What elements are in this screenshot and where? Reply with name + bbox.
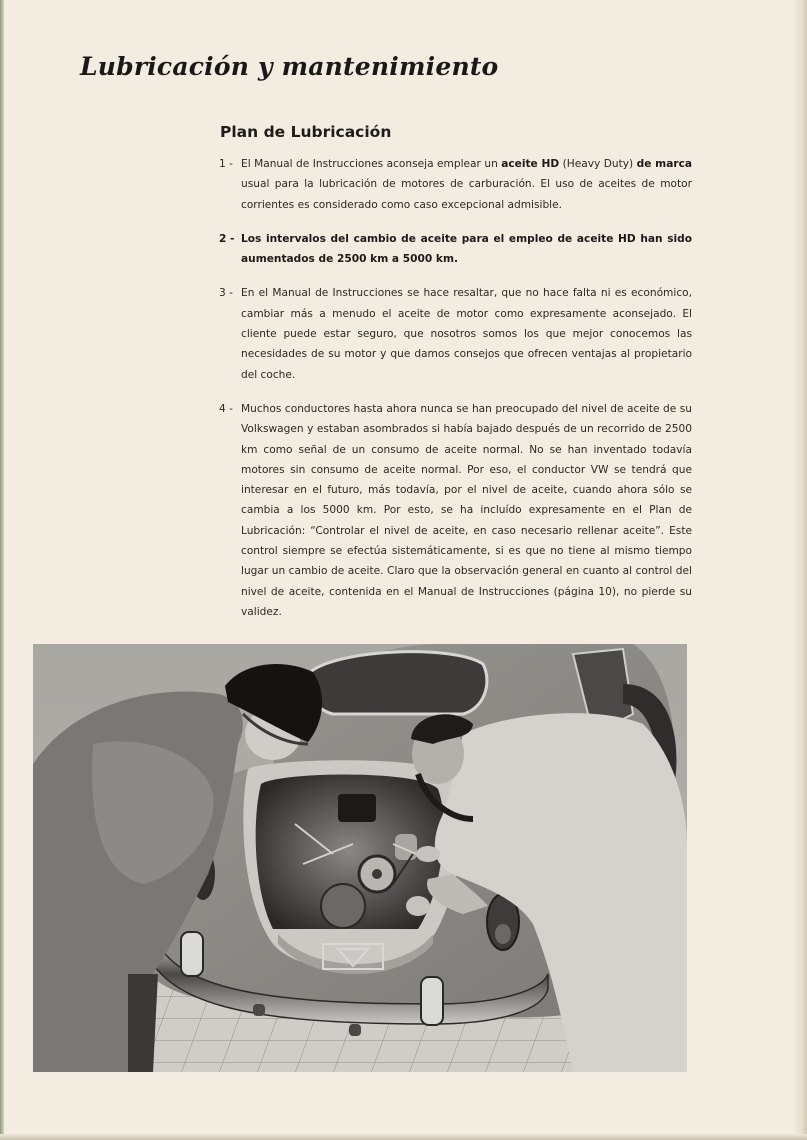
lubrication-plan-list xyxy=(219,154,692,622)
photo-exhaust-right xyxy=(349,1024,361,1036)
photo-rear-window xyxy=(306,652,487,714)
page-edge-right xyxy=(793,0,807,1140)
item-text: En el Manual de Instrucciones se hace resaltar, que no hace falta ni es económico, cambiar más a menudo el aceite de motor como expresamente aconsejado. El cliente puede estar seguro, que nosotros somos los que mejor conocemos las necesidades de su motor y que damos consejos que ofrecen ventajas al propietario del coche. xyxy=(241,287,692,381)
photo-crank-pulley xyxy=(321,884,365,928)
item-text: (Heavy Duty) xyxy=(559,158,637,170)
item-text: Los intervalos del cambio de aceite para el empleo de aceite HD han sido aumentados de 2500 km a 5000 km. xyxy=(241,232,692,266)
photo-tail-light-lens xyxy=(495,924,511,944)
photo-pulley-hub xyxy=(372,869,382,879)
list-number: 3 - xyxy=(219,287,233,300)
photo-air-filter xyxy=(338,794,376,822)
photo-bumper-guard-left xyxy=(181,932,203,976)
photo-illustration xyxy=(33,644,687,1072)
list-item-1 xyxy=(219,154,692,215)
list-number: 2 - xyxy=(219,232,235,245)
list-item-3 xyxy=(219,283,692,384)
item-text-bold: de marca xyxy=(636,158,693,170)
photo-man-right-hand-upper xyxy=(416,846,440,862)
photo-man-right-hand-lower xyxy=(406,896,430,916)
item-text: Muchos conductores hasta ahora nunca se han preocupado del nivel de aceite de su Volkswagen y estaban asombrados si había bajado después de un recorrido de 2500 km como señal de un consumo de aceite normal. No se han inventado todavía motores sin consumo de aceite normal. Por eso, el conductor VW se tendrá que interesar en el futuro, más todavía, por el nivel de aceite, cuando ahora sólo se cambia a los 5000 km. Por esto, se ha incluído expresamente en el Plan de Lubricación: “Controlar el nivel de aceite, en caso necesario rellenar aceite”. Este control siempre se efectúa sistemáticamente, si es que no tiene al mismo tiempo lugar un cambio de aceite. Claro que la observación general en cuanto al control del nivel de aceite, contenida en el Manual de Instrucciones (página 10), no pierde su validez. xyxy=(241,402,692,618)
list-number: 1 - xyxy=(219,158,233,170)
list-item-2 xyxy=(219,229,692,270)
item-text-bold: aceite HD xyxy=(501,158,560,170)
section-heading: Plan de Lubricación xyxy=(220,123,392,141)
page-title: Lubricación y mantenimiento xyxy=(80,52,499,81)
page-edge-left xyxy=(0,0,4,1140)
photo-man-left-legs xyxy=(128,974,158,1072)
photo-bumper-guard-right xyxy=(421,977,443,1025)
item-text: El Manual de Instrucciones aconseja emplear un xyxy=(241,158,502,170)
list-item-4 xyxy=(219,399,692,622)
page-edge-bottom xyxy=(0,1134,807,1140)
photo-exhaust-left xyxy=(253,1004,265,1016)
item-text: usual para la lubricación de motores de carburación. El uso de aceites de motor corrientes es considerado como caso excepcional admisible. xyxy=(241,178,692,211)
photo-mechanics-inspecting-engine xyxy=(33,644,687,1072)
list-number: 4 - xyxy=(219,402,233,415)
